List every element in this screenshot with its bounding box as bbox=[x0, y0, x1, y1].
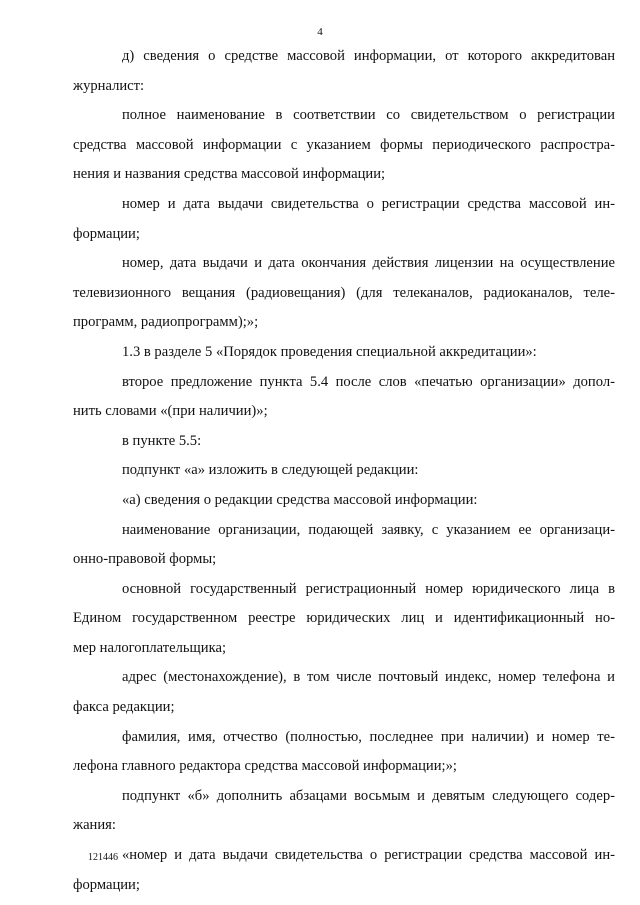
document-code: 121446 bbox=[88, 852, 118, 863]
text-line: второе предложение пункта 5.4 после слов «печатью организации» допол- bbox=[122, 373, 615, 390]
text-line: телевизионного вещания (радиовещания) (для телеканалов, радиоканалов, теле- bbox=[73, 284, 615, 301]
text-line: в пункте 5.5: bbox=[122, 432, 202, 449]
text-line: журналист: bbox=[73, 77, 145, 94]
text-line: номер и дата выдачи свидетельства о регистрации средства массовой ин- bbox=[122, 195, 615, 212]
text-line: д) сведения о средстве массовой информации, от которого аккредитован bbox=[122, 48, 615, 64]
text-line: 1.3 в разделе 5 «Порядок проведения специальной аккредитации»: bbox=[122, 343, 537, 360]
text-line: формации; bbox=[73, 225, 140, 242]
text-line: полное наименование в соответствии со свидетельством о регистрации bbox=[122, 107, 615, 124]
text-line: нения и названия средства массовой информации; bbox=[73, 166, 386, 183]
text-line: подпункт «б» дополнить абзацами восьмым и девятым следующего содер- bbox=[122, 787, 615, 804]
text-line: факса редакции; bbox=[73, 699, 175, 716]
text-line: Едином государственном реестре юридических лиц и идентификационный но- bbox=[73, 610, 615, 627]
text-line: «а) сведения о редакции средства массовой информации: bbox=[122, 491, 478, 508]
text-line: мер налогоплательщика; bbox=[73, 639, 227, 656]
text-line: нить словами «(при наличии)»; bbox=[73, 403, 268, 420]
text-line: жания: bbox=[73, 817, 116, 834]
text-line: «номер и дата выдачи свидетельства о регистрации средства массовой ин- bbox=[122, 847, 615, 864]
text-line: наименование организации, подающей заявку, с указанием ее организаци- bbox=[122, 521, 615, 538]
text-line: лефона главного редактора средства массовой информации;»; bbox=[73, 758, 457, 775]
text-line: подпункт «а» изложить в следующей редакции: bbox=[122, 462, 419, 479]
text-line: номер, дата выдачи и дата окончания действия лицензии на осуществление bbox=[122, 255, 615, 272]
text-line: фамилия, имя, отчество (полностью, последнее при наличии) и номер те- bbox=[122, 728, 615, 745]
text-line: средства массовой информации с указанием формы периодического распростра- bbox=[73, 136, 615, 153]
text-line: основной государственный регистрационный номер юридического лица в bbox=[122, 580, 615, 597]
text-line: адрес (местонахождение), в том числе почтовый индекс, номер телефона и bbox=[122, 669, 615, 686]
text-line: онно-правовой формы; bbox=[73, 551, 217, 568]
page-number: 4 bbox=[317, 26, 323, 38]
document-body bbox=[73, 42, 615, 900]
text-line: формации; bbox=[73, 876, 140, 893]
text-line: программ, радиопрограмм);»; bbox=[73, 314, 259, 331]
